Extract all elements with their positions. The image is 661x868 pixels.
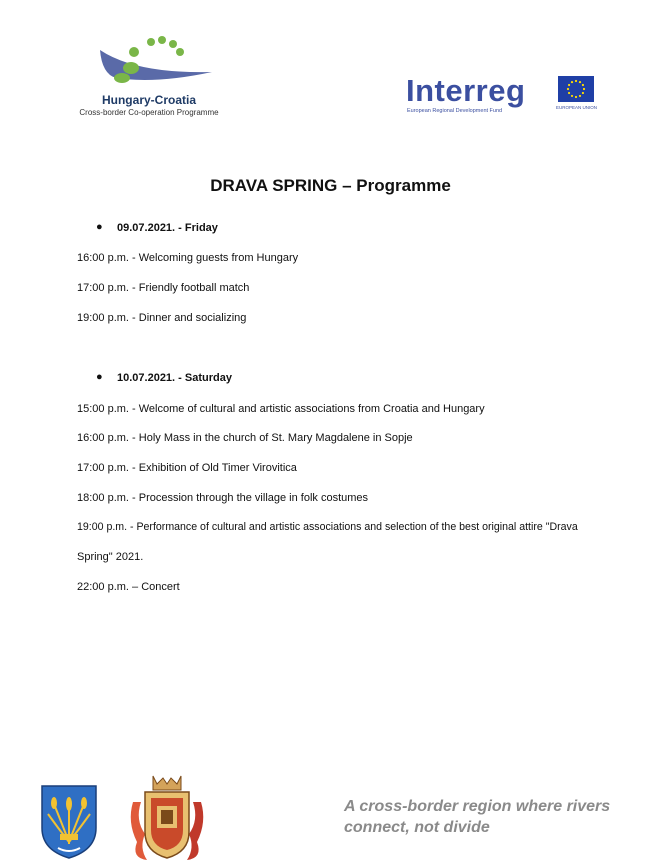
eu-star-icon: [583, 88, 585, 90]
programme-item: 17:00 p.m. - Exhibition of Old Timer Virovitica: [77, 462, 297, 474]
hungary-croatia-logo: [74, 34, 234, 120]
wheat-coat-of-arms-icon: [40, 784, 98, 860]
eu-star-icon: [579, 95, 581, 97]
footsteps-logo-icon: [96, 34, 216, 92]
ornate-coat-of-arms-icon: [127, 772, 207, 864]
programme-item: 15:00 p.m. - Welcome of cultural and artistic associations from Croatia and Hungary: [77, 403, 485, 415]
slogan-line-2: connect, not divide: [344, 819, 490, 836]
bullet-icon: ●: [96, 371, 103, 383]
programme-item: 16:00 p.m. - Welcoming guests from Hungary: [77, 252, 299, 264]
hungary-croatia-subtitle: Cross-border Co-operation Programme: [79, 108, 219, 117]
eu-star-icon: [571, 81, 573, 83]
day-heading: 09.07.2021. - Friday: [117, 222, 218, 234]
hungary-croatia-name: Hungary-Croatia: [101, 93, 196, 107]
eu-star-icon: [575, 96, 577, 98]
interreg-wordmark: Interreg: [406, 73, 526, 108]
eu-star-icon: [568, 84, 570, 86]
bullet-icon: ●: [96, 221, 103, 233]
programme-item: 22:00 p.m. – Concert: [77, 581, 180, 593]
slogan-line-1: A cross-border region where rivers: [344, 798, 611, 815]
eu-star-icon: [571, 95, 573, 97]
programme-item: 17:00 p.m. - Friendly football match: [77, 282, 250, 294]
eu-star-icon: [568, 92, 570, 94]
eu-star-icon: [575, 80, 577, 82]
programme-item: 16:00 p.m. - Holy Mass in the church of St. Mary Magdalene in Sopje: [77, 432, 413, 444]
footer-slogan: [344, 796, 610, 838]
eu-caption: EUROPEAN UNION: [556, 105, 598, 110]
eu-flag-icon: [558, 76, 594, 102]
programme-item: 18:00 p.m. - Procession through the village in folk costumes: [77, 492, 369, 504]
interreg-fund-caption: European Regional Development Fund: [407, 108, 503, 114]
eu-star-icon: [582, 92, 584, 94]
programme-item: 19:00 p.m. - Dinner and socializing: [77, 312, 247, 324]
programme-item: 19:00 p.m. - Performance of cultural and artistic associations and selection of the best original attire "Drava: [77, 521, 578, 533]
eu-star-icon: [582, 84, 584, 86]
eu-star-icon: [579, 81, 581, 83]
interreg-logo: [406, 74, 606, 124]
day-heading: 10.07.2021. - Saturday: [117, 372, 232, 384]
programme-item-continuation: Spring" 2021.: [77, 551, 144, 563]
page-title: DRAVA SPRING – Programme: [210, 176, 451, 195]
eu-star-icon: [567, 88, 569, 90]
